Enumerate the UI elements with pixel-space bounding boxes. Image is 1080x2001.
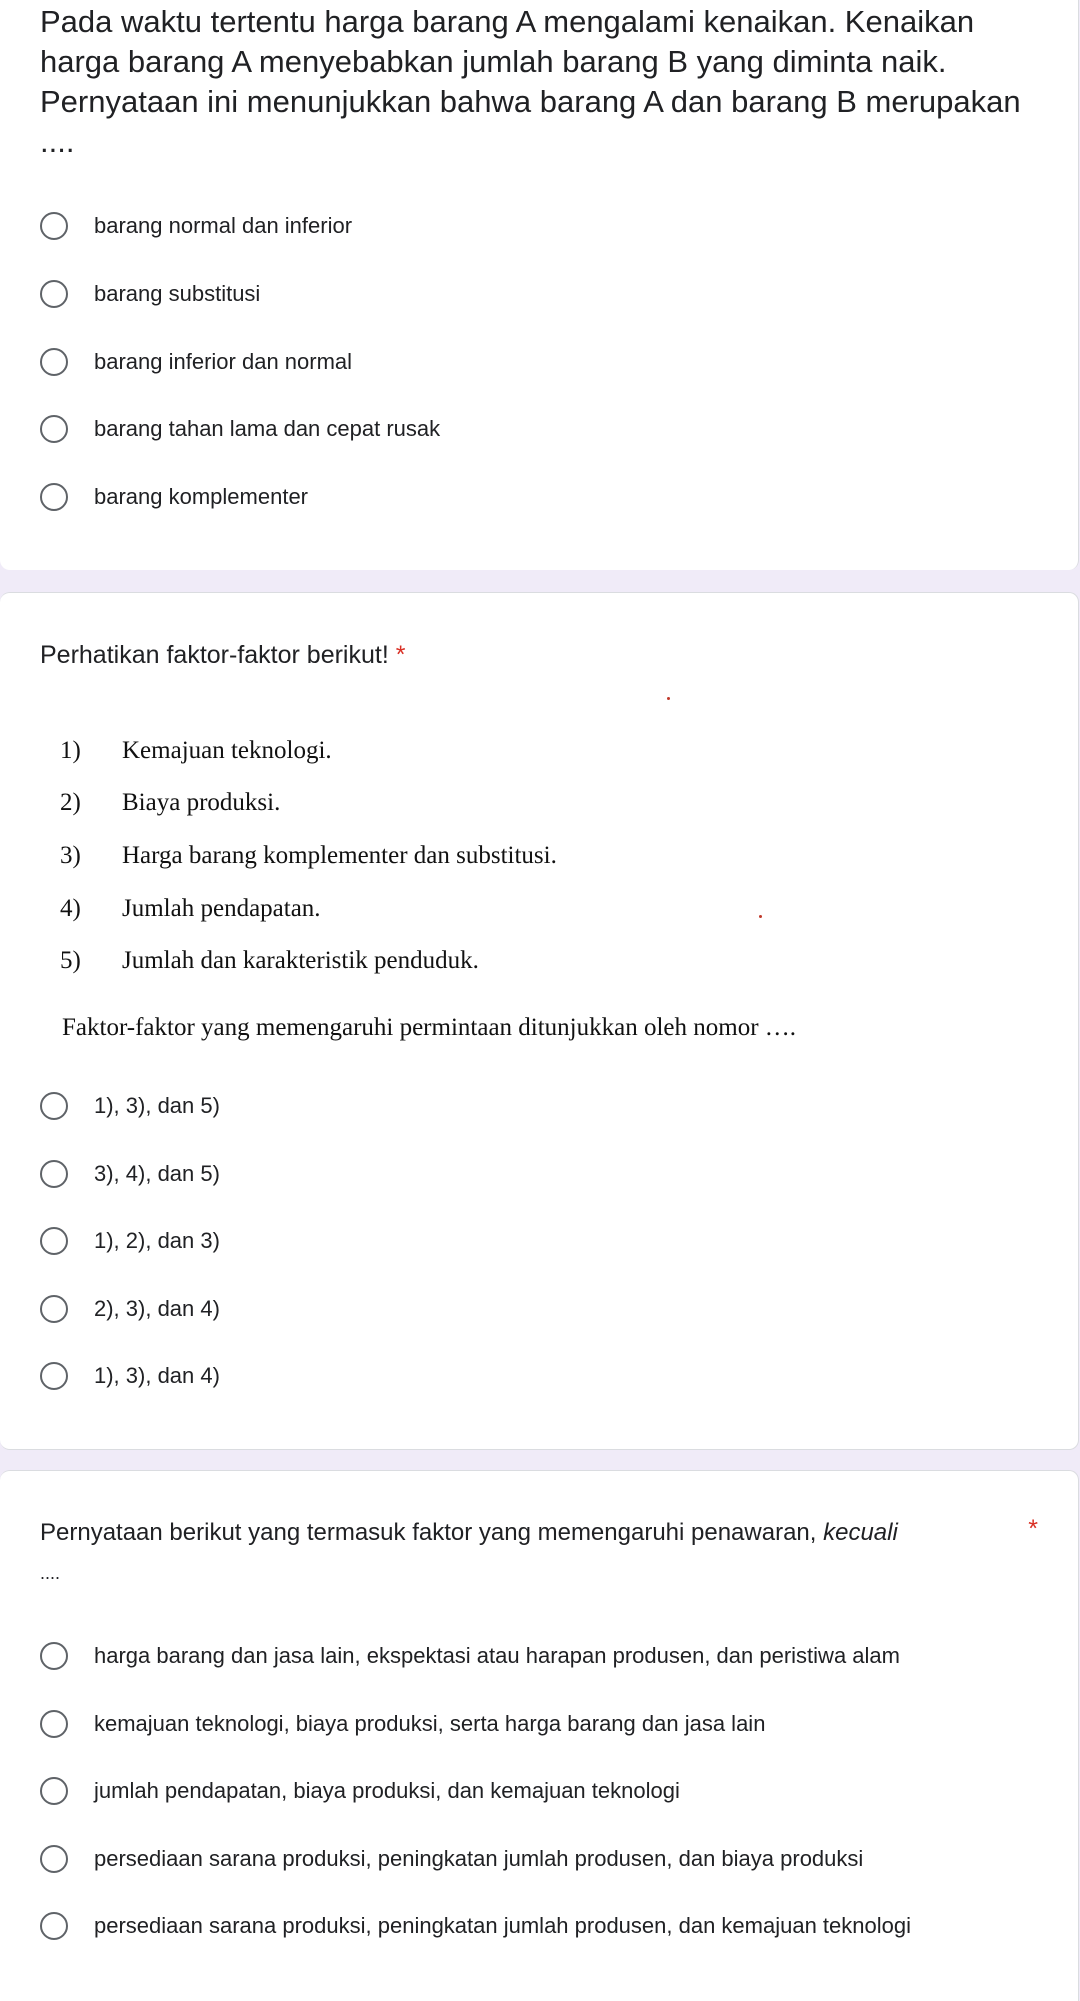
radio-icon[interactable] <box>40 1710 68 1738</box>
question-title-text: Perhatikan faktor-faktor berikut! <box>40 641 389 669</box>
option-label: persediaan sarana produksi, peningkatan jumlah produsen, dan kemajuan teknologi <box>94 1913 911 1938</box>
option-q2-3[interactable] <box>40 1221 220 1261</box>
question-card-1 <box>0 0 1079 570</box>
question-title-emphasis: kecuali <box>823 1519 898 1546</box>
option-label: kemajuan teknologi, biaya produksi, serta harga barang dan jasa lain <box>94 1711 766 1736</box>
radio-icon[interactable] <box>40 483 68 511</box>
option-q1-1[interactable] <box>40 206 352 246</box>
question-card-2 <box>0 592 1079 1450</box>
radio-icon[interactable] <box>40 1912 68 1940</box>
option-q1-2[interactable] <box>40 274 260 314</box>
factor-item-5 <box>60 946 479 976</box>
option-label: 1), 2), dan 3) <box>94 1228 220 1253</box>
option-label: jumlah pendapatan, biaya produksi, dan kemajuan teknologi <box>94 1778 680 1803</box>
required-asterisk: * <box>395 641 406 669</box>
factor-number: 4) <box>60 895 81 922</box>
radio-icon[interactable] <box>40 1295 68 1323</box>
factor-item-4 <box>60 894 321 924</box>
option-q3-3[interactable] <box>40 1771 680 1811</box>
radio-icon[interactable] <box>40 1362 68 1390</box>
option-label: harga barang dan jasa lain, ekspektasi atau harapan produsen, dan peristiwa alam <box>94 1643 900 1668</box>
factor-text: Jumlah pendapatan. <box>122 895 321 922</box>
option-label: barang normal dan inferior <box>94 213 353 238</box>
option-q3-4[interactable] <box>40 1839 863 1879</box>
option-label: 2), 3), dan 4) <box>94 1296 220 1321</box>
question-title-1: Pada waktu tertentu harga barang A mengalami kenaikan. Kenaikan harga barang A menyebabkan jumlah barang B yang diminta naik. Pernyataan ini menunjukkan bahwa barang A dan barang B merupakan .... <box>40 4 1021 159</box>
factor-item-1 <box>60 736 332 766</box>
option-label: barang komplementer <box>94 484 309 509</box>
question-card-3 <box>0 1470 1079 2001</box>
question-title-3 <box>40 1517 998 1549</box>
radio-icon[interactable] <box>40 348 68 376</box>
option-q2-1[interactable] <box>40 1086 220 1126</box>
option-label: persediaan sarana produksi, peningkatan jumlah produsen, dan biaya produksi <box>94 1846 864 1871</box>
radio-icon[interactable] <box>40 1642 68 1670</box>
factor-question: Faktor-faktor yang memengaruhi permintaan ditunjukkan oleh nomor …. <box>62 1014 797 1041</box>
factor-number: 2) <box>60 789 81 816</box>
option-q3-5[interactable] <box>40 1906 911 1946</box>
option-label: barang substitusi <box>94 281 261 306</box>
factor-number: 1) <box>60 737 81 764</box>
factors-image <box>0 703 1000 1083</box>
option-label: 1), 3), dan 5) <box>94 1093 220 1118</box>
question-title-ellipsis: .... <box>40 1563 61 1583</box>
option-q2-2[interactable] <box>40 1154 220 1194</box>
radio-icon[interactable] <box>40 415 68 443</box>
option-q1-5[interactable] <box>40 477 308 517</box>
factor-text: Harga barang komplementer dan substitusi. <box>122 842 557 869</box>
question-title-2 <box>40 639 405 671</box>
option-q2-4[interactable] <box>40 1289 220 1329</box>
radio-icon[interactable] <box>40 280 68 308</box>
radio-icon[interactable] <box>40 1227 68 1255</box>
option-label: 3), 4), dan 5) <box>94 1161 220 1186</box>
question-title-text: Pernyataan berikut yang termasuk faktor yang memengaruhi penawaran, <box>40 1519 824 1546</box>
stray-dot <box>759 915 762 918</box>
factor-number: 5) <box>60 947 81 974</box>
factor-text: Kemajuan teknologi. <box>122 737 332 764</box>
option-label: barang inferior dan normal <box>94 349 353 374</box>
factor-text: Jumlah dan karakteristik penduduk. <box>122 947 479 974</box>
option-q2-5[interactable] <box>40 1356 220 1396</box>
radio-icon[interactable] <box>40 212 68 240</box>
factor-text: Biaya produksi. <box>122 789 281 816</box>
stray-dot <box>667 697 670 700</box>
factor-item-3 <box>60 841 557 871</box>
option-q3-2[interactable] <box>40 1704 765 1744</box>
option-q1-4[interactable] <box>40 409 440 449</box>
radio-icon[interactable] <box>40 1845 68 1873</box>
option-q1-3[interactable] <box>40 342 352 382</box>
factor-number: 3) <box>60 842 81 869</box>
required-asterisk: * <box>1028 1515 1038 1543</box>
option-label: barang tahan lama dan cepat rusak <box>94 416 441 441</box>
radio-icon[interactable] <box>40 1160 68 1188</box>
option-q3-1[interactable] <box>40 1636 900 1676</box>
option-label: 1), 3), dan 4) <box>94 1363 220 1388</box>
radio-icon[interactable] <box>40 1092 68 1120</box>
radio-icon[interactable] <box>40 1777 68 1805</box>
factor-item-2 <box>60 788 280 818</box>
